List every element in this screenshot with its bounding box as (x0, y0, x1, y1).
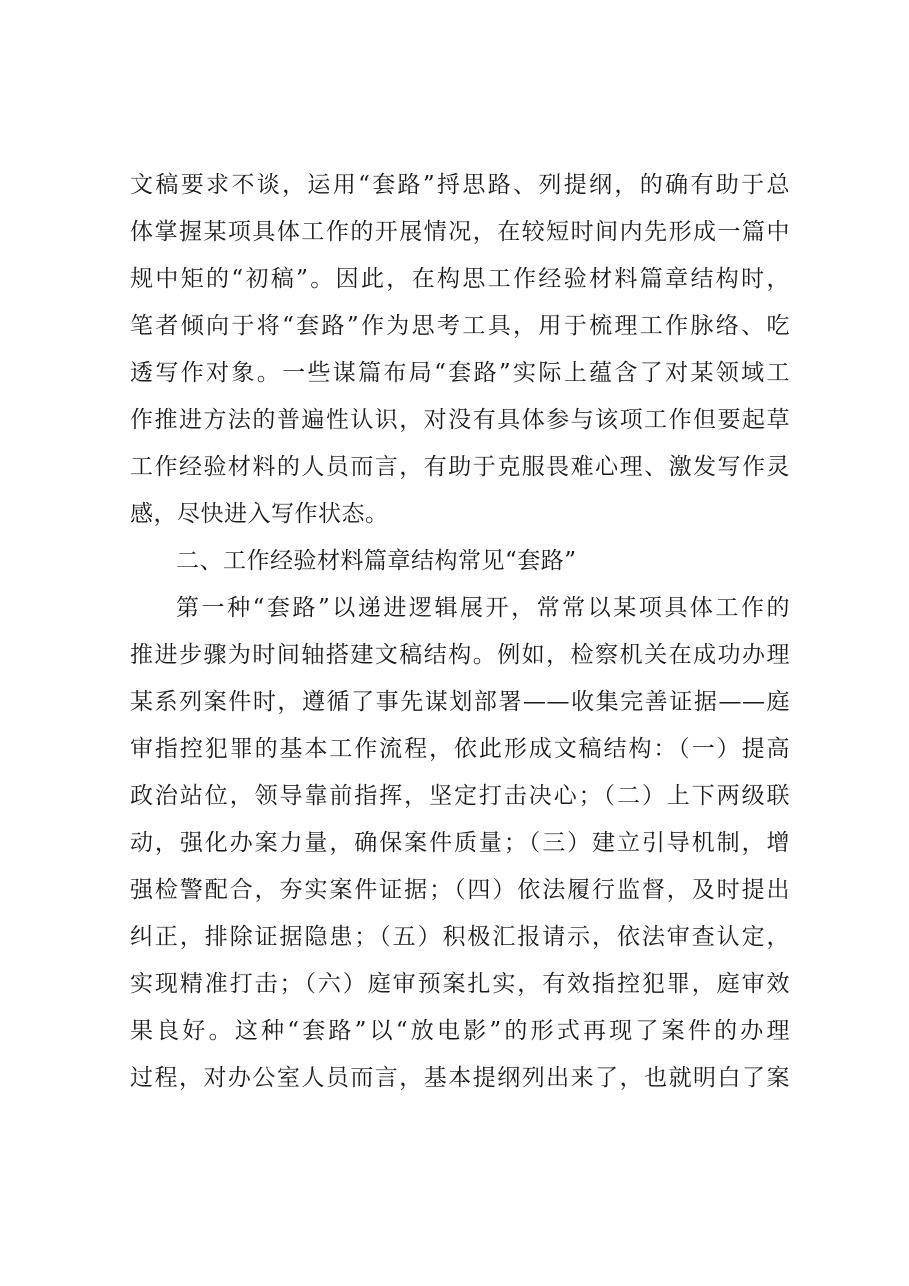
paragraph-line: 感，尽快进入写作状态。 (130, 501, 389, 527)
paragraph-line: 体掌握某项具体工作的开展情况，在较短时间内先形成一篇中 (130, 219, 790, 245)
paragraph-line: 强检警配合，夯实案件证据；（四）依法履行监督，及时提出 (130, 877, 790, 903)
paragraph-line: 文稿要求不谈，运用“套路”捋思路、列提纲，的确有助于总 (130, 172, 790, 198)
paragraph-line: 果良好。这种“套路”以“放电影”的形式再现了案件的办理 (130, 1018, 790, 1044)
paragraph-line: 推进步骤为时间轴搭建文稿结构。例如，检察机关在成功办理 (130, 642, 790, 668)
paragraph-line: 第一种“套路”以递进逻辑展开，常常以某项具体工作的 (176, 595, 790, 621)
paragraph-line: 工作经验材料的人员而言，有助于克服畏难心理、激发写作灵 (130, 454, 790, 480)
paragraph-line: 动，强化办案力量，确保案件质量；（三）建立引导机制，增 (130, 830, 790, 856)
paragraph-line: 规中矩的“初稿”。因此，在构思工作经验材料篇章结构时， (130, 266, 790, 292)
paragraph-line: 透写作对象。一些谋篇布局“套路”实际上蕴含了对某领域工 (130, 360, 790, 386)
paragraph-line: 实现精准打击；（六）庭审预案扎实，有效指控犯罪，庭审效 (130, 971, 790, 997)
paragraph-line: 过程，对办公室人员而言，基本提纲列出来了，也就明白了案 (130, 1065, 790, 1091)
paragraph-line: 作推进方法的普遍性认识，对没有具体参与该项工作但要起草 (130, 407, 790, 433)
paragraph-line: 纠正，排除证据隐患；（五）积极汇报请示，依法审查认定， (130, 924, 790, 950)
paragraph-line: 政治站位，领导靠前指挥，坚定打击决心；（二）上下两级联 (130, 783, 790, 809)
paragraph-line: 某系列案件时，遵循了事先谋划部署——收集完善证据——庭 (130, 689, 790, 715)
paragraph-line: 笔者倾向于将“套路”作为思考工具，用于梳理工作脉络、吃 (130, 313, 790, 339)
section-heading: 二、工作经验材料篇章结构常见“套路” (176, 548, 577, 574)
paragraph-line: 审指控犯罪的基本工作流程，依此形成文稿结构：（一）提高 (130, 736, 790, 762)
